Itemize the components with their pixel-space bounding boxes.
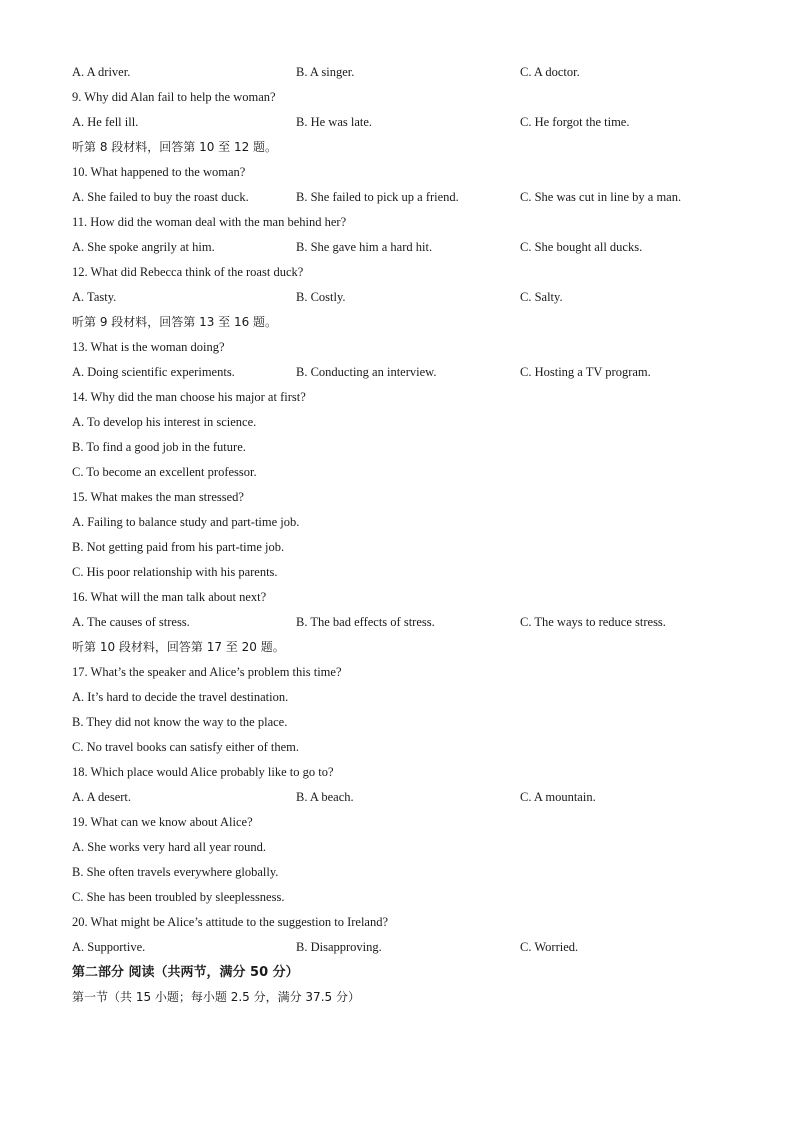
- question-13: 13. What is the woman doing?: [72, 340, 225, 354]
- option-a: A. The causes of stress.: [72, 615, 190, 629]
- exam-page: [72, 60, 732, 1010]
- question-20: 20. What might be Alice’s attitude to the suggestion to Ireland?: [72, 915, 389, 929]
- question-18: 18. Which place would Alice probably like to go to?: [72, 765, 334, 779]
- option-c: C. No travel books can satisfy either of them.: [72, 740, 300, 754]
- question-19: 19. What can we know about Alice?: [72, 815, 253, 829]
- option-a: A. A desert.: [72, 790, 132, 804]
- options-row: [72, 60, 732, 85]
- option-a: A. To develop his interest in science.: [72, 415, 257, 429]
- option-b: B. To find a good job in the future.: [72, 440, 246, 454]
- option-b: B. The bad effects of stress.: [296, 615, 435, 629]
- option-c: C. She bought all ducks.: [520, 240, 643, 254]
- options-row: [72, 285, 732, 310]
- options-row: [72, 185, 732, 210]
- option-b: B. Not getting paid from his part-time job.: [72, 540, 285, 554]
- options-row: [72, 110, 732, 135]
- option-a: A. Tasty.: [72, 290, 117, 304]
- section-heading: 第二部分 阅读（共两节，满分 50 分）: [72, 965, 299, 980]
- options-row: [72, 935, 732, 960]
- listening-instruction: 听第 8 段材料，回答第 10 至 12 题。: [72, 140, 278, 154]
- option-b: B. A singer.: [296, 65, 355, 79]
- option-c: C. Salty.: [520, 290, 563, 304]
- listening-instruction: 听第 10 段材料，回答第 17 至 20 题。: [72, 640, 285, 654]
- option-b: B. She failed to pick up a friend.: [296, 190, 459, 204]
- question-15: 15. What makes the man stressed?: [72, 490, 244, 504]
- option-b: B. She often travels everywhere globally.: [72, 865, 279, 879]
- option-b: B. He was late.: [296, 115, 373, 129]
- option-a: A. She failed to buy the roast duck.: [72, 190, 249, 204]
- option-b: B. She gave him a hard hit.: [296, 240, 433, 254]
- question-16: 16. What will the man talk about next?: [72, 590, 267, 604]
- option-b: B. Conducting an interview.: [296, 365, 437, 379]
- option-c: C. Hosting a TV program.: [520, 365, 651, 379]
- question-12: 12. What did Rebecca think of the roast duck?: [72, 265, 304, 279]
- option-c: C. His poor relationship with his parents.: [72, 565, 278, 579]
- option-b: B. Costly.: [296, 290, 346, 304]
- option-c: C. A mountain.: [520, 790, 596, 804]
- option-a: A. She spoke angrily at him.: [72, 240, 215, 254]
- option-c: C. Worried.: [520, 940, 579, 954]
- option-a: A. Doing scientific experiments.: [72, 365, 235, 379]
- option-a: A. She works very hard all year round.: [72, 840, 267, 854]
- option-a: A. Failing to balance study and part-time job.: [72, 515, 300, 529]
- option-c: C. The ways to reduce stress.: [520, 615, 666, 629]
- question-14: 14. Why did the man choose his major at first?: [72, 390, 306, 404]
- option-c: C. She was cut in line by a man.: [520, 190, 682, 204]
- option-c: C. He forgot the time.: [520, 115, 630, 129]
- option-b: B. They did not know the way to the place.: [72, 715, 288, 729]
- options-row: [72, 360, 732, 385]
- question-9: 9. Why did Alan fail to help the woman?: [72, 90, 276, 104]
- option-a: A. Supportive.: [72, 940, 146, 954]
- option-c: C. She has been troubled by sleeplessness.: [72, 890, 285, 904]
- option-b: B. A beach.: [296, 790, 354, 804]
- question-17: 17. What’s the speaker and Alice’s problem this time?: [72, 665, 342, 679]
- subsection-instruction: 第一节（共 15 小题；每小题 2.5 分，满分 37.5 分）: [72, 990, 360, 1004]
- question-10: 10. What happened to the woman?: [72, 165, 246, 179]
- option-a: A. A driver.: [72, 65, 131, 79]
- options-row: [72, 235, 732, 260]
- option-c: C. To become an excellent professor.: [72, 465, 257, 479]
- option-c: C. A doctor.: [520, 65, 580, 79]
- options-row: [72, 610, 732, 635]
- option-b: B. Disapproving.: [296, 940, 382, 954]
- option-a: A. He fell ill.: [72, 115, 139, 129]
- options-row: [72, 785, 732, 810]
- option-a: A. It’s hard to decide the travel destination.: [72, 690, 289, 704]
- listening-instruction: 听第 9 段材料，回答第 13 至 16 题。: [72, 315, 278, 329]
- question-11: 11. How did the woman deal with the man behind her?: [72, 215, 347, 229]
